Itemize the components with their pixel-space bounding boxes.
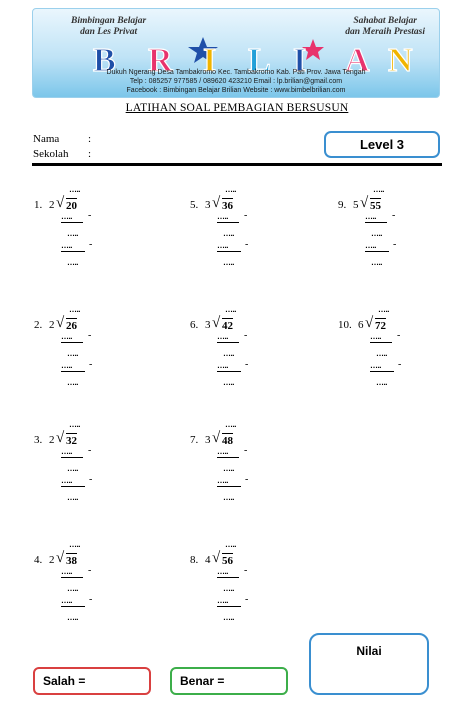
problem-number: 9. bbox=[338, 199, 347, 211]
step-blank[interactable]: ….. bbox=[217, 363, 241, 372]
answer-dots: ….. bbox=[225, 185, 236, 194]
step-dots: ….. bbox=[223, 464, 234, 473]
minus-sign: - bbox=[245, 474, 249, 485]
answer-dots: ….. bbox=[69, 305, 80, 314]
step-dots: ….. bbox=[223, 584, 234, 593]
dividend: 55 bbox=[370, 200, 381, 212]
problem-number: 10. bbox=[338, 319, 352, 331]
step-blank[interactable]: ….. bbox=[61, 243, 85, 252]
answer-dots: ….. bbox=[225, 305, 236, 314]
problem-number: 3. bbox=[34, 434, 43, 446]
dividend: 36 bbox=[222, 200, 233, 212]
brand-letter: I bbox=[203, 42, 217, 75]
step-blank[interactable]: ….. bbox=[365, 243, 389, 252]
dividend: 72 bbox=[375, 320, 386, 332]
divisor: 6 bbox=[358, 319, 364, 331]
step-blank[interactable]: ….. bbox=[217, 334, 239, 343]
division-problem bbox=[190, 420, 310, 510]
step-dots: ….. bbox=[67, 349, 78, 358]
minus-sign: - bbox=[245, 239, 249, 250]
header-social: Facebook : Bimbingan Belajar Brilian Website : www.bimbelbrilian.com bbox=[126, 87, 346, 94]
answer-dots: ….. bbox=[373, 185, 384, 194]
radical-icon: √ bbox=[212, 430, 221, 446]
answer-dots: ….. bbox=[69, 420, 80, 429]
radical-icon: √ bbox=[56, 315, 65, 331]
problem-number: 1. bbox=[34, 199, 43, 211]
remainder-dots: ….. bbox=[223, 613, 234, 622]
header-left-tagline: Bimbingan Belajar dan Les Privat bbox=[71, 16, 147, 37]
minus-sign: - bbox=[392, 210, 396, 221]
step-blank[interactable]: ….. bbox=[61, 334, 83, 343]
minus-sign: - bbox=[244, 330, 248, 341]
divisor: 2 bbox=[49, 199, 55, 211]
radical-icon: √ bbox=[56, 430, 65, 446]
divisor: 2 bbox=[49, 554, 55, 566]
sekolah-colon: : bbox=[88, 148, 92, 160]
division-problem bbox=[190, 305, 310, 395]
header-contact: Telp : 085257 977585 / 089620 423210 Email : lp.brilian@gmail.com bbox=[129, 78, 343, 85]
page-title: LATIHAN SOAL PEMBAGIAN BERSUSUN bbox=[125, 102, 349, 114]
dividend: 42 bbox=[222, 320, 233, 332]
step-dots: ….. bbox=[67, 464, 78, 473]
step-blank[interactable]: ….. bbox=[217, 598, 241, 607]
problem-number: 2. bbox=[34, 319, 43, 331]
minus-sign: - bbox=[88, 330, 92, 341]
step-blank[interactable]: ….. bbox=[217, 214, 239, 223]
step-dots: ….. bbox=[67, 229, 78, 238]
header-banner bbox=[32, 8, 440, 98]
nilai-box[interactable]: Nilai bbox=[309, 633, 429, 695]
divisor: 3 bbox=[205, 434, 211, 446]
step-blank[interactable]: ….. bbox=[365, 214, 387, 223]
remainder-dots: ….. bbox=[223, 493, 234, 502]
brand-letter: L bbox=[248, 42, 271, 75]
step-blank[interactable]: ….. bbox=[217, 569, 239, 578]
radical-icon: √ bbox=[365, 315, 374, 331]
division-problem bbox=[338, 305, 458, 395]
remainder-dots: ….. bbox=[371, 258, 382, 267]
step-dots: ….. bbox=[376, 349, 387, 358]
dividend: 56 bbox=[222, 555, 233, 567]
divider-line bbox=[32, 163, 442, 166]
divisor: 3 bbox=[205, 319, 211, 331]
sekolah-label: Sekolah bbox=[33, 148, 69, 160]
division-problem bbox=[34, 540, 154, 630]
step-blank[interactable]: ….. bbox=[61, 569, 83, 578]
division-problem bbox=[34, 420, 154, 510]
dividend: 26 bbox=[66, 320, 77, 332]
dividend: 32 bbox=[66, 435, 77, 447]
minus-sign: - bbox=[397, 330, 401, 341]
division-problem bbox=[338, 185, 458, 275]
step-blank[interactable]: ….. bbox=[217, 243, 241, 252]
minus-sign: - bbox=[88, 565, 92, 576]
minus-sign: - bbox=[398, 359, 402, 370]
step-blank[interactable]: ….. bbox=[370, 363, 394, 372]
answer-dots: ….. bbox=[69, 540, 80, 549]
remainder-dots: ….. bbox=[67, 493, 78, 502]
minus-sign: - bbox=[89, 239, 93, 250]
step-blank[interactable]: ….. bbox=[61, 598, 85, 607]
nama-label: Nama bbox=[33, 133, 60, 145]
step-dots: ….. bbox=[223, 229, 234, 238]
step-blank[interactable]: ….. bbox=[217, 449, 239, 458]
radical-icon: √ bbox=[212, 315, 221, 331]
brand-letter: B bbox=[93, 42, 116, 75]
brand-letter: R bbox=[148, 42, 173, 75]
step-dots: ….. bbox=[371, 229, 382, 238]
header-right-tagline: Sahabat Belajar dan Meraih Prestasi bbox=[345, 16, 425, 37]
dividend: 20 bbox=[66, 200, 77, 212]
dividend: 38 bbox=[66, 555, 77, 567]
step-blank[interactable]: ….. bbox=[217, 478, 241, 487]
answer-dots: ….. bbox=[225, 420, 236, 429]
remainder-dots: ….. bbox=[67, 613, 78, 622]
salah-box[interactable]: Salah = bbox=[33, 667, 151, 695]
remainder-dots: ….. bbox=[223, 378, 234, 387]
divisor: 4 bbox=[205, 554, 211, 566]
step-blank[interactable]: ….. bbox=[61, 449, 83, 458]
remainder-dots: ….. bbox=[67, 378, 78, 387]
problem-number: 4. bbox=[34, 554, 43, 566]
radical-icon: √ bbox=[360, 195, 369, 211]
division-problem bbox=[34, 185, 154, 275]
step-blank[interactable]: ….. bbox=[61, 478, 85, 487]
remainder-dots: ….. bbox=[67, 258, 78, 267]
header-address: Dukuh Ngerang Desa Tambakromo Kec. Tambakromo Kab. Pati Prov. Jawa Tengah bbox=[106, 69, 366, 76]
problem-number: 7. bbox=[190, 434, 199, 446]
radical-icon: √ bbox=[56, 195, 65, 211]
minus-sign: - bbox=[244, 210, 248, 221]
step-dots: ….. bbox=[67, 584, 78, 593]
minus-sign: - bbox=[89, 359, 93, 370]
step-blank[interactable]: ….. bbox=[61, 214, 83, 223]
minus-sign: - bbox=[244, 565, 248, 576]
brand-letter: N bbox=[388, 42, 413, 75]
dividend: 48 bbox=[222, 435, 233, 447]
division-problem bbox=[34, 305, 154, 395]
divisor: 2 bbox=[49, 319, 55, 331]
level-badge: Level 3 bbox=[324, 131, 440, 158]
minus-sign: - bbox=[89, 594, 93, 605]
problem-number: 8. bbox=[190, 554, 199, 566]
minus-sign: - bbox=[245, 594, 249, 605]
brand-letter: I bbox=[293, 42, 307, 75]
division-problem bbox=[190, 540, 310, 630]
division-problem bbox=[190, 185, 310, 275]
answer-dots: ….. bbox=[69, 185, 80, 194]
benar-box[interactable]: Benar = bbox=[170, 667, 288, 695]
minus-sign: - bbox=[244, 445, 248, 456]
minus-sign: - bbox=[89, 474, 93, 485]
answer-dots: ….. bbox=[225, 540, 236, 549]
divisor: 3 bbox=[205, 199, 211, 211]
brand-letter: A bbox=[345, 42, 370, 75]
step-blank[interactable]: ….. bbox=[61, 363, 85, 372]
minus-sign: - bbox=[393, 239, 397, 250]
minus-sign: - bbox=[88, 445, 92, 456]
radical-icon: √ bbox=[56, 550, 65, 566]
problem-number: 6. bbox=[190, 319, 199, 331]
divisor: 5 bbox=[353, 199, 359, 211]
radical-icon: √ bbox=[212, 550, 221, 566]
nama-colon: : bbox=[88, 133, 92, 145]
problem-number: 5. bbox=[190, 199, 199, 211]
radical-icon: √ bbox=[212, 195, 221, 211]
remainder-dots: ….. bbox=[376, 378, 387, 387]
step-dots: ….. bbox=[223, 349, 234, 358]
divisor: 2 bbox=[49, 434, 55, 446]
remainder-dots: ….. bbox=[223, 258, 234, 267]
minus-sign: - bbox=[245, 359, 249, 370]
answer-dots: ….. bbox=[378, 305, 389, 314]
step-blank[interactable]: ….. bbox=[370, 334, 392, 343]
minus-sign: - bbox=[88, 210, 92, 221]
